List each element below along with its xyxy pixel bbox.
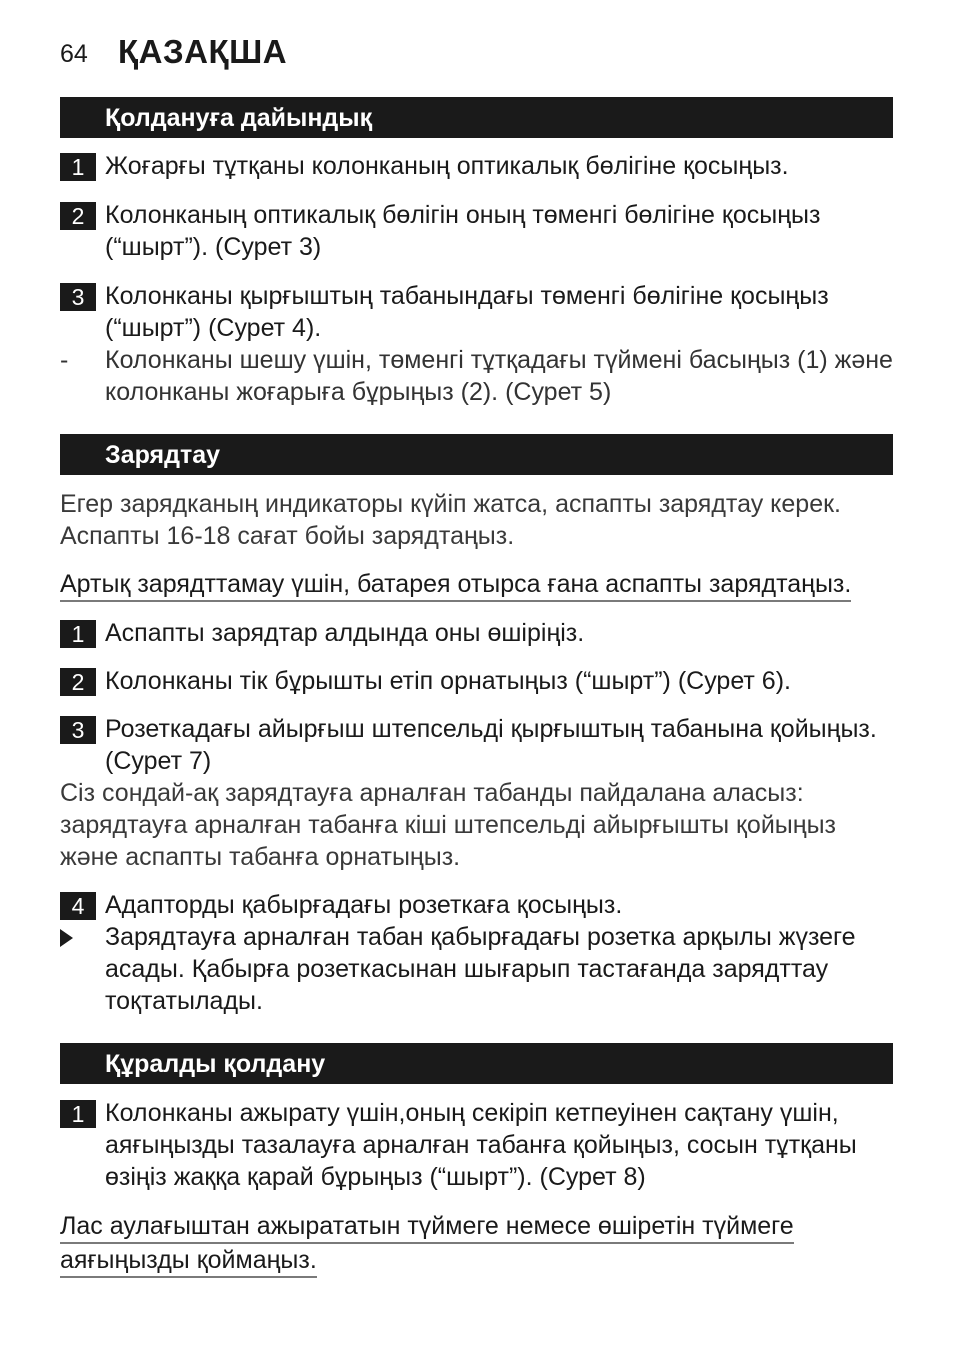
section-header-preparation bbox=[60, 97, 893, 138]
step-text: Колонканың оптикалық бөлігін оның төменгі бөлігіне қосыңыз (“шырт”). (Сурет 3) bbox=[105, 201, 821, 261]
warning-line: аяғыңызды қоймаңыз. bbox=[60, 1244, 317, 1278]
section-header-charging bbox=[60, 434, 893, 475]
step-item bbox=[60, 150, 900, 182]
step-number: 1 bbox=[60, 1100, 96, 1128]
bullet-arrow-icon bbox=[60, 929, 73, 947]
step-number: 2 bbox=[60, 202, 96, 230]
step-number: 1 bbox=[60, 620, 96, 648]
warning-text bbox=[60, 1210, 794, 1278]
warning-text bbox=[60, 568, 851, 602]
step-text: Жоғарғы тұтқаны колонканың оптикалық бөлігіне қосыңыз. bbox=[105, 152, 789, 180]
step-item bbox=[60, 280, 900, 344]
section-title: Құралды қолдану bbox=[105, 1050, 326, 1078]
section-title: Қолдануға дайындық bbox=[105, 104, 373, 132]
step-item bbox=[60, 713, 900, 777]
step-number: 3 bbox=[60, 716, 96, 744]
step-text: Колонканы тік бұрышты етіп орнатыңыз (“шырт”) (Сурет 6). bbox=[105, 667, 791, 695]
page-number: 64 bbox=[60, 40, 88, 68]
step-item bbox=[60, 665, 900, 697]
section-header-usage bbox=[60, 1043, 893, 1084]
warning-line: Лас аулағыштан ажырататын түймеге немесе өшіретін түймеге bbox=[60, 1210, 794, 1244]
step-item bbox=[60, 199, 900, 263]
step-text: Аспапты зарядтар алдында оны өшіріңіз. bbox=[105, 619, 585, 647]
bullet-text: Зарядтауға арналған табан қабырғадағы розетка арқылы жүзеге асады. Қабырға розеткасынан шығарып тастағанда зарядттау тоқтатылады. bbox=[105, 923, 856, 1015]
step-item bbox=[60, 617, 900, 649]
dash-text: Колонканы шешу үшін, төменгі тұтқадағы түймені басыңыз (1) және колонканы жоғарыға бұрыңыз (2). (Сурет 5) bbox=[105, 346, 893, 406]
dash-item bbox=[60, 344, 900, 408]
step-text: Колонканы қырғыштың табанындағы төменгі бөлігіне қосыңыз (“шырт”) (Сурет 4). bbox=[105, 282, 829, 342]
step-text: Розеткадағы айырғыш штепсельді қырғыштың табанына қойыңыз. (Сурет 7) bbox=[105, 715, 877, 775]
step-number: 2 bbox=[60, 668, 96, 696]
step-text: Колонканы ажырату үшін,оның секіріп кетпеуінен сақтану үшін, аяғыңызды тазалауға арналған табанға қойыңыз, сосын тұтқаны өзіңіз жаққа қарай бұрыңыз (“шырт”). (Сурет 8) bbox=[105, 1099, 857, 1191]
note-paragraph: Сіз сондай-ақ зарядтауға арналған табанды пайдалана аласыз: зарядтауға арналған табанға кіші штепсельді айырғышты қойыңыз және аспапты табанға орнатыңыз. bbox=[60, 779, 837, 871]
warning-line: Артық зарядттамау үшін, батарея отырса ғана аспапты зарядтаңыз. bbox=[60, 568, 851, 602]
step-item bbox=[60, 1097, 900, 1193]
step-number: 1 bbox=[60, 153, 96, 181]
language-title: ҚАЗАҚША bbox=[118, 33, 288, 70]
step-number: 3 bbox=[60, 283, 96, 311]
intro-paragraph: Егер зарядканың индикаторы күйіп жатса, аспапты зарядтау керек. Аспапты 16-18 сағат бойы зарядтаңыз. bbox=[60, 490, 841, 550]
section-title: Зарядтау bbox=[105, 441, 221, 469]
step-number: 4 bbox=[60, 892, 96, 920]
dash-mark: - bbox=[60, 346, 69, 374]
step-text: Адапторды қабырғадағы розеткаға қосыңыз. bbox=[105, 891, 623, 919]
bullet-item bbox=[60, 921, 900, 1017]
step-item bbox=[60, 889, 900, 921]
